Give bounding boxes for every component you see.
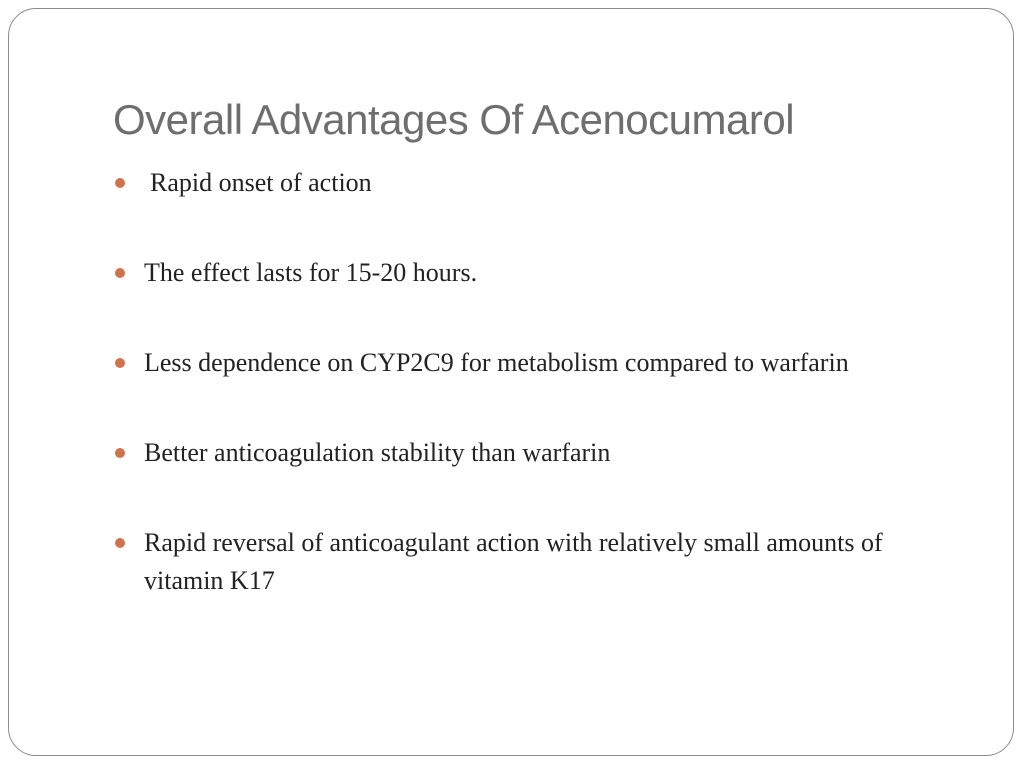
bullet-text: Rapid onset of action <box>150 168 372 197</box>
bullet-dot-icon <box>115 448 125 458</box>
list-item <box>113 254 893 292</box>
bullet-list <box>113 164 893 652</box>
bullet-text: The effect lasts for 15-20 hours. <box>144 258 478 287</box>
bullet-dot-icon <box>115 268 125 278</box>
slide-title: Overall Advantages Of Acenocumarol <box>113 96 795 143</box>
bullet-dot-icon <box>115 538 125 548</box>
bullet-text: Better anticoagulation stability than warfarin <box>144 438 611 467</box>
bullet-text: Rapid reversal of anticoagulant action with relatively small amounts of vitamin K17 <box>144 528 883 595</box>
list-item <box>113 434 893 472</box>
list-item <box>113 524 893 600</box>
list-item <box>113 344 893 382</box>
bullet-text: Less dependence on CYP2C9 for metabolism compared to warfarin <box>144 348 849 377</box>
bullet-dot-icon <box>115 358 125 368</box>
list-item <box>113 164 893 202</box>
bullet-dot-icon <box>115 178 125 188</box>
